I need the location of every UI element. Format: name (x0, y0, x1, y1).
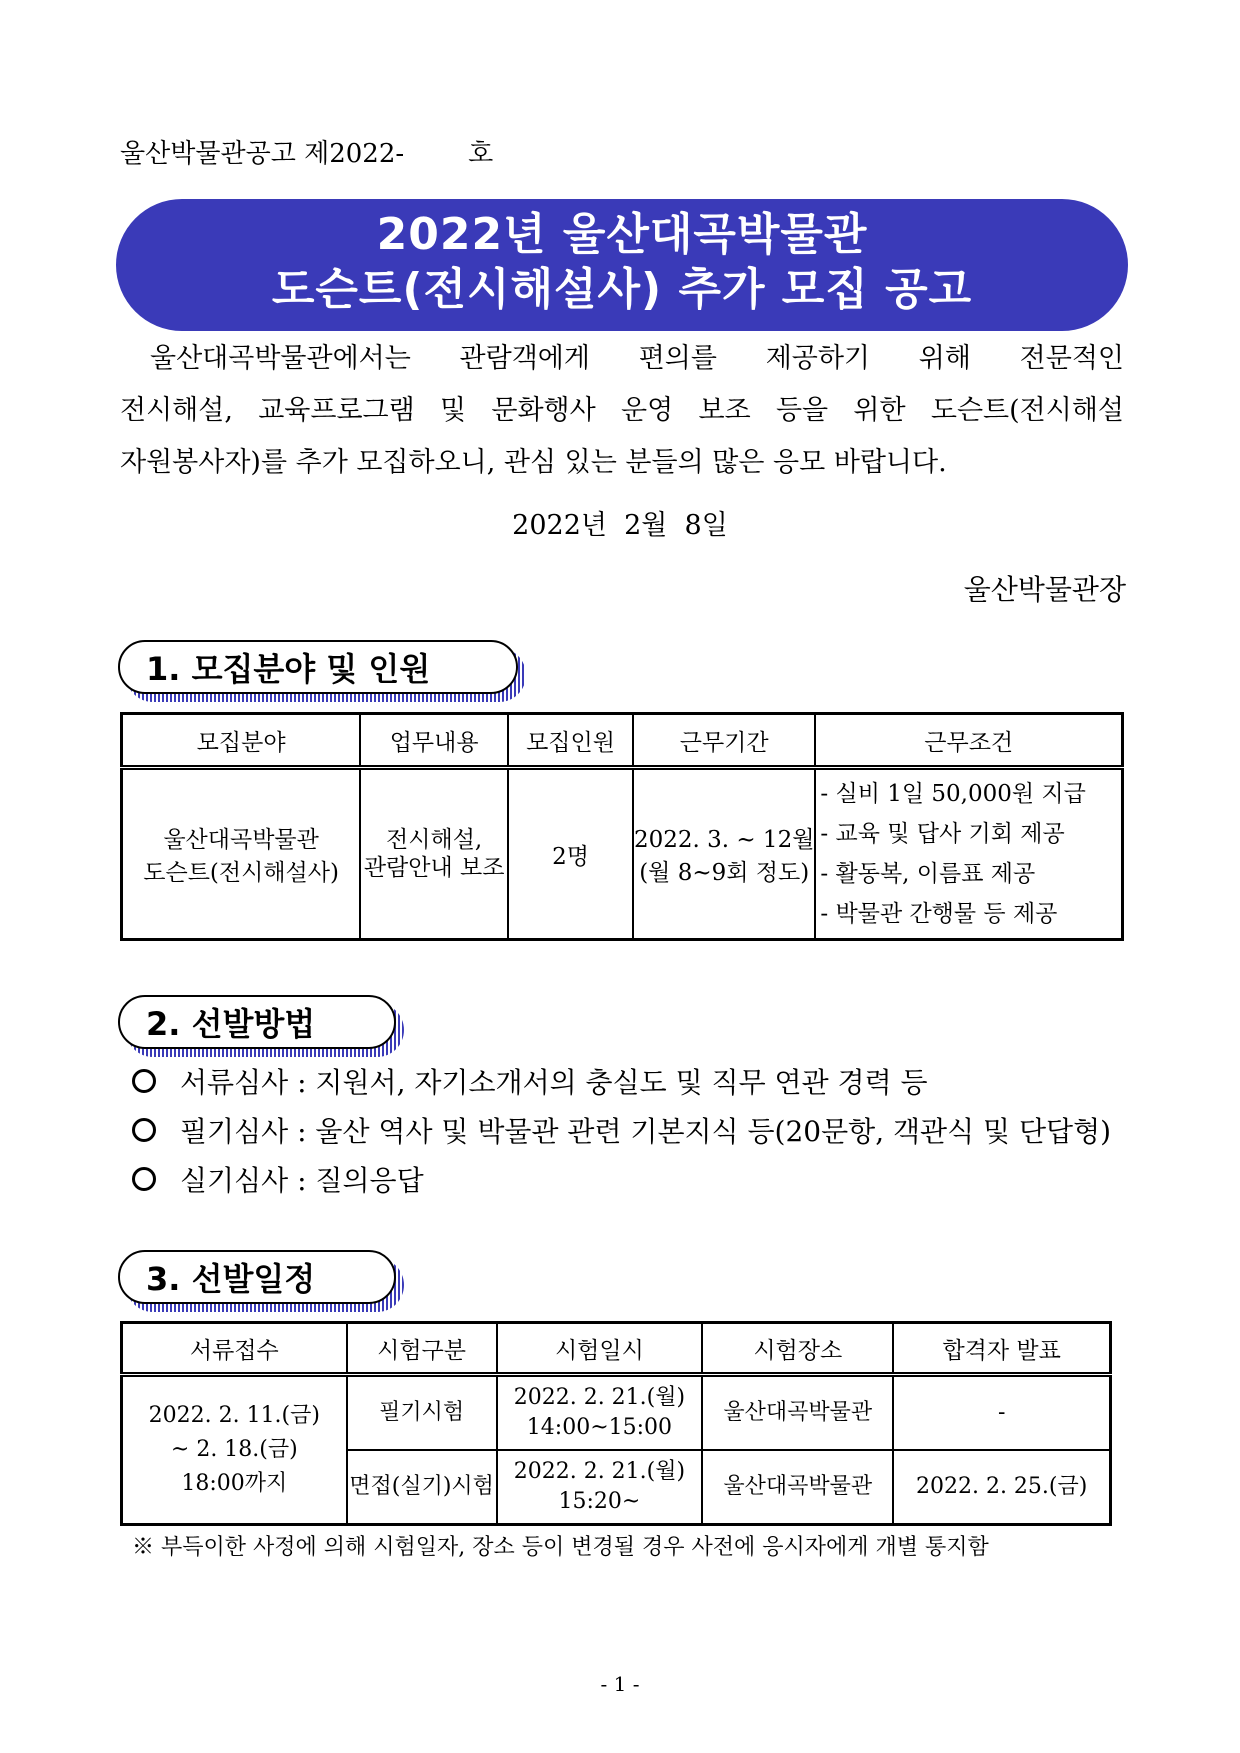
exam-place-cell: 울산대곡박물관 (702, 1375, 893, 1451)
header-exam-type: 시험구분 (347, 1323, 497, 1375)
receipt-line: ~ 2. 18.(금) (170, 1437, 298, 1462)
list-item (132, 1107, 1111, 1156)
list-item (132, 1156, 1111, 1205)
intro-line-2: 전시해설, 교육프로그램 및 문화행사 운영 보조 등을 위한 도슨트(전시해설 (120, 395, 1124, 426)
list-item-text: 필기심사 : 울산 역사 및 박물관 관련 기본지식 등(20문항, 객관식 및 단답형) (180, 1115, 1112, 1148)
circle-bullet-icon (132, 1167, 156, 1191)
notice-number-suffix: 호 (468, 139, 494, 169)
title-banner (116, 199, 1128, 331)
exam-date-cell (497, 1450, 703, 1525)
footnote: ※ 부득이한 사정에 의해 시험일자, 장소 등이 변경될 경우 사전에 응시자에게 개별 통지함 (132, 1535, 989, 1560)
header-exam-place: 시험장소 (702, 1323, 893, 1375)
list-item-text: 서류심사 : 지원서, 자기소개서의 충실도 및 직무 연관 경력 등 (180, 1066, 928, 1099)
condition-item: - 실비 1일 50,000원 지급 (820, 781, 1086, 807)
selection-method-list (132, 1058, 1111, 1205)
period-line: 2022. 3. ~ 12월 (633, 827, 815, 853)
header-field: 모집분야 (122, 714, 361, 768)
title-line-2: 도슨트(전시해설사) 추가 모집 공고 (271, 264, 973, 315)
duty-cell (360, 768, 508, 940)
field-line: 울산대곡박물관 (163, 827, 319, 853)
period-cell (633, 768, 815, 940)
signatory: 울산박물관장 (963, 573, 1126, 606)
schedule-table (120, 1321, 1112, 1526)
list-item-text: 실기심사 : 질의응답 (180, 1164, 424, 1197)
page-number: - 1 - (600, 1672, 640, 1696)
circle-bullet-icon (132, 1118, 156, 1142)
condition-item: - 활동복, 이름표 제공 (820, 861, 1036, 887)
exam-date-line: 2022. 2. 21.(월) (513, 1385, 686, 1410)
header-receipt: 서류접수 (122, 1323, 347, 1375)
section-1-heading: 1. 모집분야 및 인원 (118, 640, 518, 694)
receipt-line: 18:00까지 (181, 1471, 288, 1496)
recruitment-table (120, 712, 1124, 941)
table-header-row (122, 714, 1123, 768)
exam-place-cell: 울산대곡박물관 (702, 1450, 893, 1525)
table-header-row (122, 1323, 1111, 1375)
condition-item: - 교육 및 답사 기회 제공 (820, 821, 1065, 847)
section-3-heading: 3. 선발일정 (118, 1250, 396, 1304)
section-2-heading: 2. 선발방법 (118, 995, 396, 1049)
result-cell: 2022. 2. 25.(금) (893, 1450, 1110, 1525)
intro-paragraph (120, 333, 1124, 489)
header-exam-date: 시험일시 (497, 1323, 703, 1375)
notice-number (120, 133, 493, 170)
condition-item: - 박물관 간행물 등 제공 (820, 901, 1058, 927)
intro-line-1: 울산대곡박물관에서는 관람객에게 편의를 제공하기 위해 전문적인 (150, 343, 1124, 374)
header-count: 모집인원 (508, 714, 633, 768)
receipt-line: 2022. 2. 11.(금) (148, 1403, 320, 1428)
result-cell: - (893, 1375, 1110, 1451)
conditions-cell (815, 768, 1122, 940)
header-result: 합격자 발표 (893, 1323, 1110, 1375)
circle-bullet-icon (132, 1069, 156, 1093)
notice-date: 2022년 2월 8일 (512, 510, 728, 541)
title-line-1: 2022년 울산대곡박물관 (376, 209, 868, 260)
exam-date-cell (497, 1375, 703, 1451)
notice-number-prefix: 울산박물관공고 제2022- (120, 139, 405, 169)
exam-time-line: 14:00~15:00 (526, 1415, 673, 1440)
header-duty: 업무내용 (360, 714, 508, 768)
receipt-cell (122, 1375, 347, 1525)
duty-line: 전시해설, (386, 827, 483, 853)
field-cell (122, 768, 361, 940)
header-period: 근무기간 (633, 714, 815, 768)
intro-line-3: 자원봉사자)를 추가 모집하오니, 관심 있는 분들의 많은 응모 바랍니다. (120, 447, 947, 478)
table-row (122, 1375, 1111, 1451)
exam-date-line: 2022. 2. 21.(월) (513, 1459, 686, 1484)
list-item (132, 1058, 1111, 1107)
exam-type-cell: 필기시험 (347, 1375, 497, 1451)
table-row (122, 768, 1123, 940)
duty-line: 관람안내 보조 (363, 855, 505, 881)
count-cell: 2명 (508, 768, 633, 940)
period-line: (월 8~9회 정도) (639, 860, 810, 886)
header-conditions: 근무조건 (815, 714, 1122, 768)
exam-time-line: 15:20~ (558, 1489, 641, 1514)
exam-type-cell: 면접(실기)시험 (347, 1450, 497, 1525)
field-line: 도슨트(전시해설사) (143, 860, 339, 886)
